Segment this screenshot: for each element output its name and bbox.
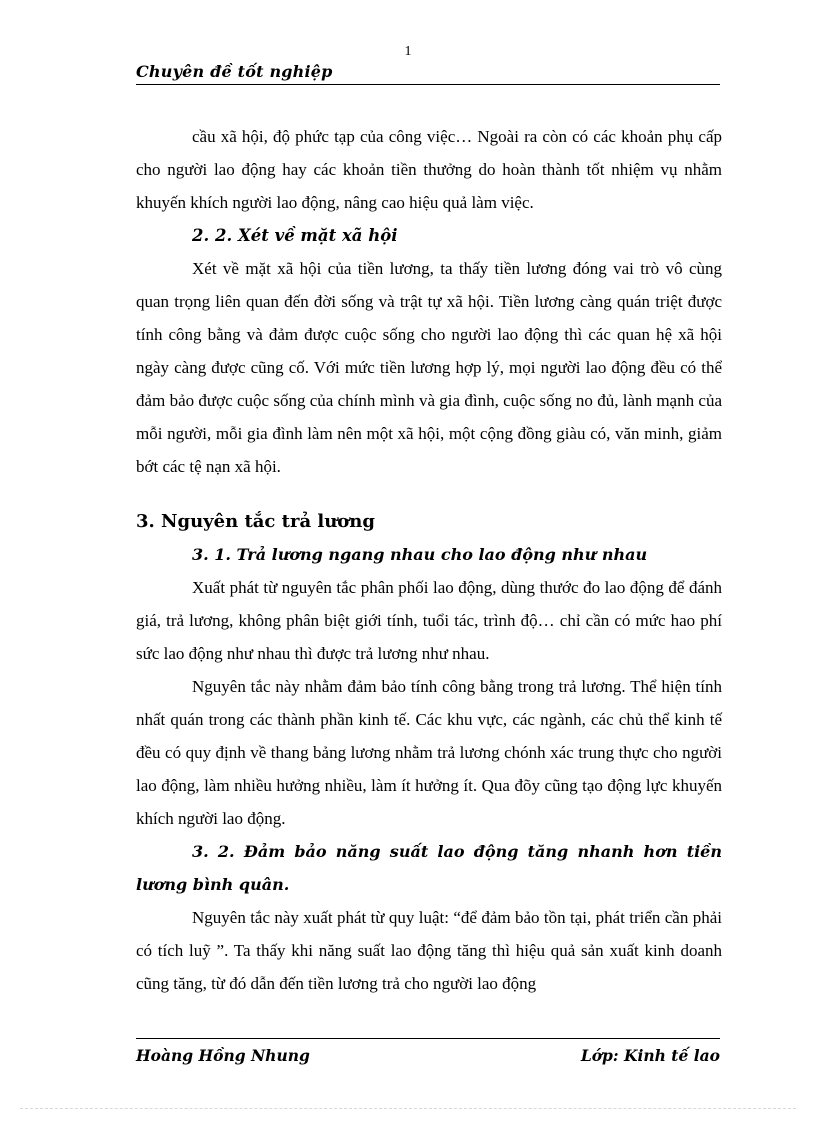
paragraph: Xuất phát từ nguyên tắc phân phối lao động, dùng thước đo lao động để đánh giá, trả lương, không phân biệt giới tính, tuổi tác, trình độ… chỉ cần có mức hao phí sức lao động như nhau thì được trả lương như nhau. <box>136 578 722 663</box>
paragraph: Nguyên tắc này nhằm đảm bảo tính công bằng trong trả lương. Thể hiện tính nhất quán trong các thành phần kinh tế. Các khu vực, các ngành, các chủ thể kinh tế đều có quy định về thang bảng lương nhằm trả lương chónh xác trung thực cho người lao động, làm nhiều hưởng nhiều, làm ít hưởng ít. Qua đõy cũng tạo động lực khuyến khích người lao động. <box>136 677 722 828</box>
section-heading-3-1: 3. 1. Trả lương ngang nhau cho lao động như nhau <box>192 545 648 564</box>
header-title: Chuyên đề tốt nghiệp <box>136 62 333 81</box>
section-heading-3: 3. Nguyên tắc trả lương <box>136 511 375 532</box>
paragraph: Xét về mặt xã hội của tiền lương, ta thấy tiền lương đóng vai trò vô cùng quan trọng liên quan đến đời sống và trật tự xã hội. Tiền lương càng quán triệt được tính công bằng và đảm được cuộc sống cho người lao động thì các quan hệ xã hội ngày càng được cũng cố. Với mức tiền lương hợp lý, mọi người lao động đều có thể đảm bảo được cuộc sống của chính mình và gia đình, cuộc sống no đủ, lành mạnh của mỗi người, mỗi gia đình làm nên một xã hội, một cộng đồng giàu có, văn minh, giảm bớt các tệ nạn xã hội. <box>136 259 722 476</box>
section-heading-3-2: 3. 2. Đảm bảo năng suất lao động tăng nhanh hơn tiền lương bình quân. <box>136 842 722 894</box>
page-number: 1 <box>404 44 412 59</box>
page-footer <box>136 1038 720 1065</box>
footer-class: Lớp: Kinh tế lao <box>580 1046 720 1065</box>
document-body <box>136 120 722 1000</box>
section-heading-2-2: 2. 2. Xét về mặt xã hội <box>192 226 398 245</box>
section-spacer <box>136 483 722 505</box>
header-divider <box>136 84 720 85</box>
footer-author: Hoàng Hồng Nhung <box>136 1046 310 1065</box>
footer-divider <box>136 1038 720 1039</box>
paragraph: Nguyên tắc này xuất phát từ quy luật: “để đảm bảo tồn tại, phát triển cần phải có tích luỹ ”. Ta thấy khi năng suất lao động tăng thì hiệu quả sản xuất kinh doanh cũng tăng, từ đó dẫn đến tiền lương trả cho người lao động <box>136 908 722 993</box>
page-bottom-edge <box>20 1108 796 1109</box>
page-header <box>136 62 720 85</box>
paragraph: cầu xã hội, độ phức tạp của công việc… Ngoài ra còn có các khoản phụ cấp cho người lao động hay các khoản tiền thưởng do hoàn thành tốt nhiệm vụ nhằm khuyến khích người lao động, nâng cao hiệu quả làm việc. <box>136 127 722 212</box>
footer-row <box>136 1046 720 1065</box>
